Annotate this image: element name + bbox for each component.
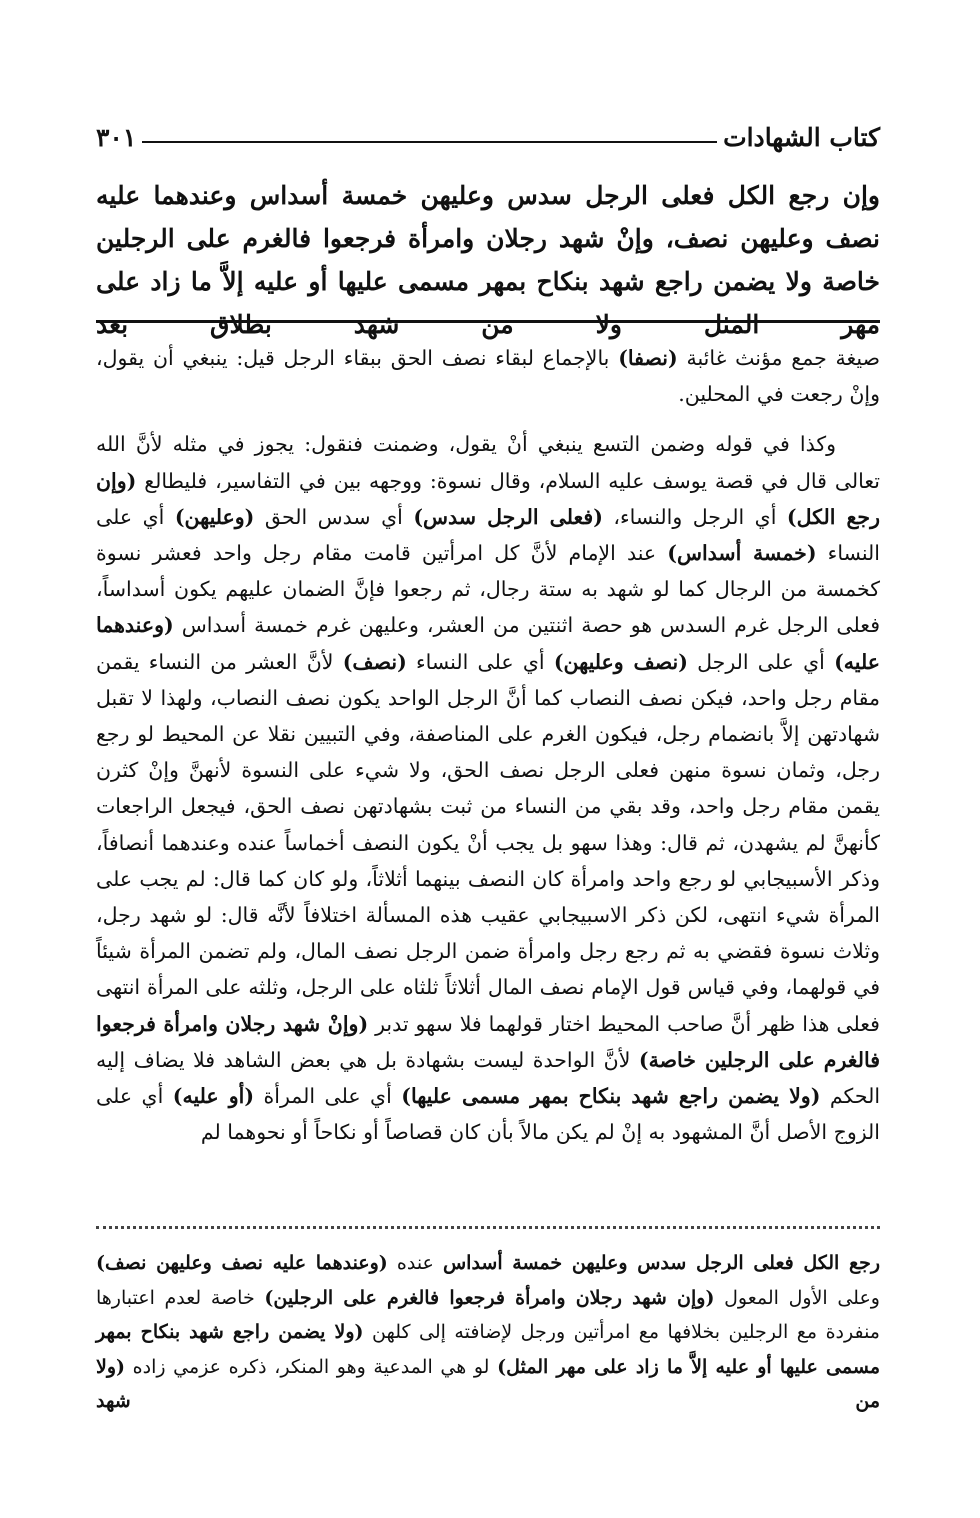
gloss-quote: (ولا من شهد	[96, 1355, 880, 1412]
commentary-quote: (أو عليه)	[172, 1084, 255, 1109]
chapter-title: كتاب الشهادات	[723, 123, 880, 152]
commentary-quote: (نصف)	[342, 649, 407, 674]
gloss-text: عنده	[387, 1252, 443, 1274]
commentary-text: أي على الزوج الأصل أنَّ المشهود به إنْ لم يكن مالاً بأن كان قصاصاً أو نكاحاً أو نحوهما لم	[96, 1084, 880, 1145]
commentary-text: عند الإمام لأنَّ كل امرأتين قامت مقام رجل واحد فعشر نسوة كخمسة من الرجال كما لو شهد به ستة رجال، ثم رجعوا فإنَّ الضمان عليهم يكون أسداساً، فعلى الرجل غرم السدس هو حصة اثنتين من العشر، وعليهن غرم خمسة أسداس	[96, 541, 880, 638]
commentary-text: أي على النساء	[406, 649, 554, 674]
commentary-text: صيغة جمع مؤنث غائبة	[677, 346, 881, 370]
commentary-text: أي على المرأة	[254, 1084, 402, 1109]
commentary-quote: (خمسة أسداس)	[667, 541, 817, 566]
commentary-quote: (وعندهما عليه)	[96, 613, 880, 674]
gloss-text: لو هي المدعية وهو المنكر، ذكره عزمي زاده	[125, 1355, 498, 1378]
gloss-quote: (وعندهما عليه نصف وعليهن نصف)	[96, 1252, 388, 1274]
commentary-text: بالإجماع لبقاء نصف الحق ببقاء الرجل قيل: ينبغي أن يقول، وإنْ رجعت في المحلين.	[96, 346, 880, 407]
header-rule	[142, 141, 717, 143]
page-header	[96, 112, 880, 152]
gloss-quote: (وإن شهد رجلان وامرأة فرجعوا فالغرم على الرجلين)	[264, 1286, 715, 1309]
commentary	[96, 340, 880, 1150]
commentary-text: وكذا في قوله وضمن التسع ينبغي أنْ يقول، وضمنت فنقول: يجوز في مثله لأنَّ الله تعالى قال في قصة يوسف عليه السلام، وقال نسوة: ووجهه بين في التفاسير، فليطالع	[96, 432, 880, 493]
commentary-text: لأنَّ الواحدة ليست بشهادة بل هي بعض الشاهد فلا يضاف إليه الحكم	[96, 1047, 881, 1109]
commentary-text: أي الرجل والنساء،	[602, 504, 787, 529]
commentary-quote: (وإن رجع الكل)	[96, 468, 880, 529]
gloss-quote: (ولا يضمن راجع شهد بنكاح بمهر مسمى عليها أو عليه إلاَّ ما زاد على مهر المثل)	[96, 1321, 881, 1378]
commentary-text: أي على الرجل	[687, 649, 835, 674]
commentary-paragraph-2	[96, 426, 880, 1150]
commentary-quote: (ولا يضمن راجع شهد بنكاح بمهر مسمى عليها)	[401, 1084, 821, 1109]
commentary-quote: (نصف وعليهن)	[553, 649, 688, 674]
commentary-quote: (فعلى الرجل سدس)	[413, 504, 603, 529]
commentary-text: لأنَّ العشر من النساء يقمن مقام رجل واحد، فيكن نصف النصاب كما أنَّ الرجل الواحد يكون نصف النصاب، ولهذا لا تقبل شهادتهن إلاَّ بانضمام رجل، فيكون الغرم على المناصفة، وفي التبيين نقلا عن المحيط لو رجع رجل، وثمان نسوة منهن فعلى الرجل نصف الحق، ولا شيء على النسوة لأنهنَّ وإنْ كثرن يقمن مقام رجل واحد، وقد بقي من النساء من ثبت بشهادتهن نصف الحق، فيجعل الراجعات كأنهنَّ لم يشهدن، ثم قال: وهذا سهو بل يجب أنْ يكون النصف أخماساً عنده وعندهما أنصافاً، وذكر الأسبيجابي لو رجع واحد وامرأة كان النصف بينهما أثلاثاً، ولو كان كما قال: لم يجب على المرأة شيء انتهى، لكن ذكر الاسبيجابي عقيب هذه المسألة اختلافاً لأنَّه قال: لو شهد رجل، وثلاث نسوة فقضي به ثم رجع رجل وامرأة ضمن الرجل نصف المال، ولم تضمن المرأة شيئاً في قولهما، وفي قياس قول الإمام نصف المال أثلاثاً ثلثاه على الرجل، وثلثه على المرأة انتهى فعلى هذا ظهر أنَّ صاحب المحيط اختار قولهما فلا سهو تدبر	[96, 649, 880, 1036]
commentary-quote: (وإنْ شهد رجلان وامرأة فرجعوا فالغرم على الرجلين خاصة)	[96, 1011, 880, 1072]
marginal-gloss	[96, 1246, 880, 1419]
commentary-quote: (نصفا)	[618, 346, 678, 370]
main-text-separator	[96, 320, 880, 323]
gloss-quote: رجع الكل فعلى الرجل سدس وعليهن خمسة أسداس	[442, 1252, 881, 1274]
gloss-paragraph	[96, 1246, 880, 1419]
commentary-text: أي على النساء	[96, 504, 880, 566]
gloss-text: وعلى الأول المعول	[714, 1286, 880, 1309]
footnote-separator	[96, 1226, 880, 1229]
commentary-quote: (وعليهن)	[174, 504, 255, 529]
commentary-paragraph-1	[96, 340, 880, 412]
gloss-text: خاصة لعدم اعتبارها منفردة مع الرجلين بخلافها مع امرأتين ورجل لإضافته إلى كلهن	[96, 1286, 880, 1343]
main-text-paragraph: وإن رجع الكل فعلى الرجل سدس وعليهن خمسة أسداس وعندهما عليه نصف وعليهن نصف، وإنْ شهد رجلان وامرأة فرجعوا فالغرم على الرجلين خاصة ولا يضمن راجع شهد بنكاح بمهر مسمى عليها أو عليه إلاَّ ما زاد على مهر المثل ولا من شهد بطلاق بعد	[96, 181, 880, 339]
page-number: ٣٠١	[96, 123, 137, 152]
commentary-text: أي سدس الحق	[254, 504, 414, 529]
